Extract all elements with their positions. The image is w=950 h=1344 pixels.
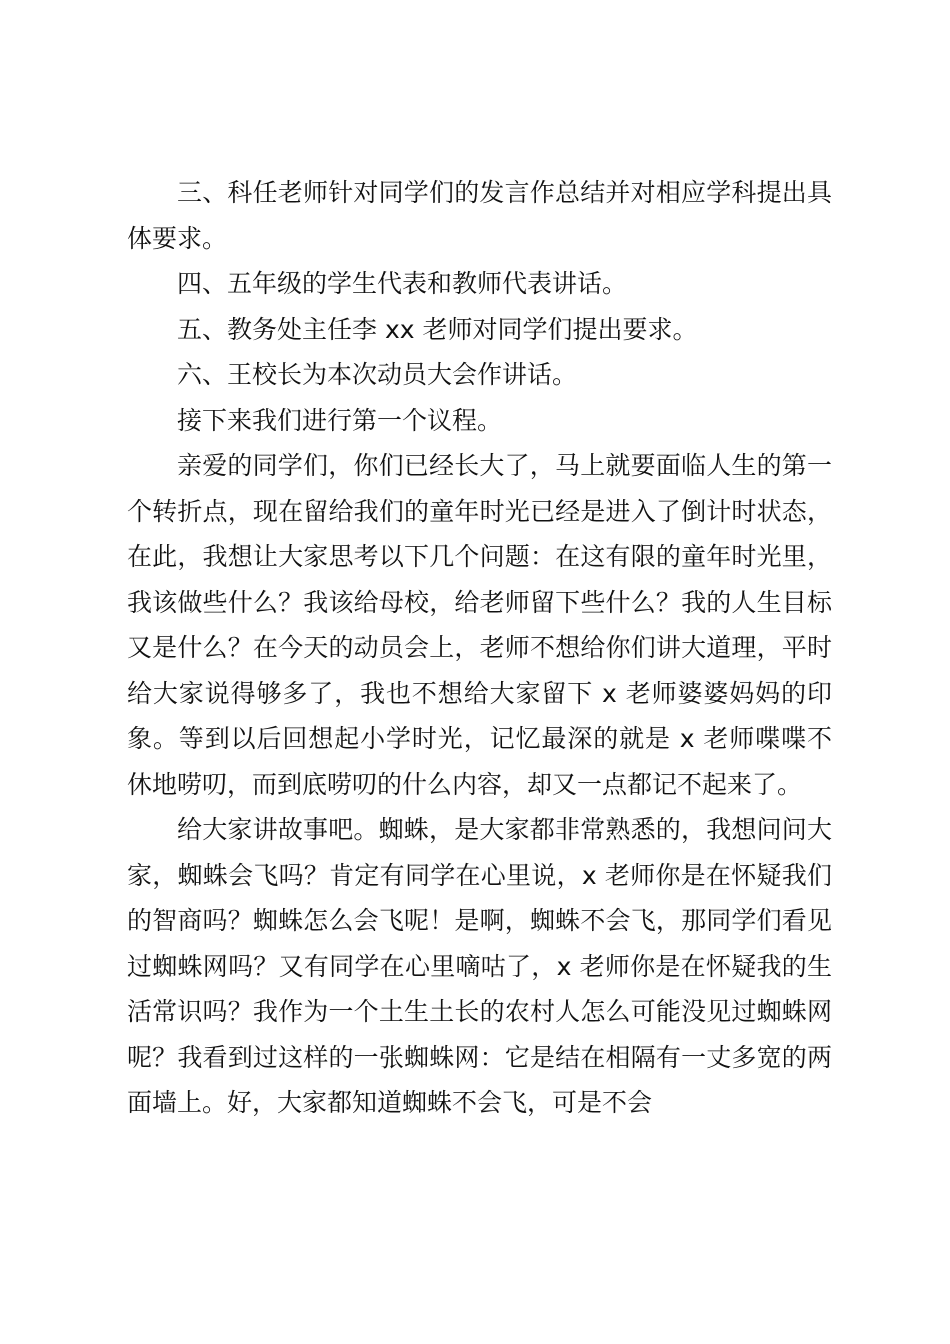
- agenda-item-4: 四、五年级的学生代表和教师代表讲话。: [177, 269, 628, 298]
- transition-paragraph: 接下来我们进行第一个议程。: [177, 405, 503, 435]
- speech-paragraph-2: 给大家讲故事吧。蜘蛛，是大家都非常熟悉的，我想问问大家，蜘蛛会飞吗？肯定有同学在心里说，x 老师你是在怀疑我们的智商吗？蜘蛛怎么会飞呢！是啊，蜘蛛不会飞，那同学们看见过蜘蛛网吗？又有同学在心里嘀咕了，x 老师你是在怀疑我的生活常识吗？我作为一个土生土长的农村人怎么可能没见过蜘蛛网呢？我看到过这样的一张蜘蛛网：它是结在相隔有一丈多宽的两面墙上。好，大家都知道蜘蛛不会飞，可是不会: [127, 815, 832, 1117]
- document-page: [127, 170, 832, 1126]
- agenda-item-5: 五、教务处主任李 xx 老师对同学们提出要求。: [177, 314, 698, 344]
- agenda-item-6: 六、王校长为本次动员大会作讲话。: [177, 360, 578, 389]
- agenda-item-3: 三、科任老师针对同学们的发言作总结并对相应学科提出具体要求。: [127, 178, 832, 253]
- speech-paragraph-1: 亲爱的同学们，你们已经长大了，马上就要面临人生的第一个转折点，现在留给我们的童年时光已经是进入了倒计时状态，在此，我想让大家思考以下几个问题：在这有限的童年时光里，我该做些什么？我该给母校，给老师留下些什么？我的人生目标又是什么？在今天的动员会上，老师不想给你们讲大道理，平时给大家说得够多了，我也不想给大家留下 x 老师婆婆妈妈的印象。等到以后回想起小学时光，记忆最深的就是 x 老师喋喋不休地唠叨，而到底唠叨的什么内容，却又一点都记不起来了。: [127, 451, 832, 799]
